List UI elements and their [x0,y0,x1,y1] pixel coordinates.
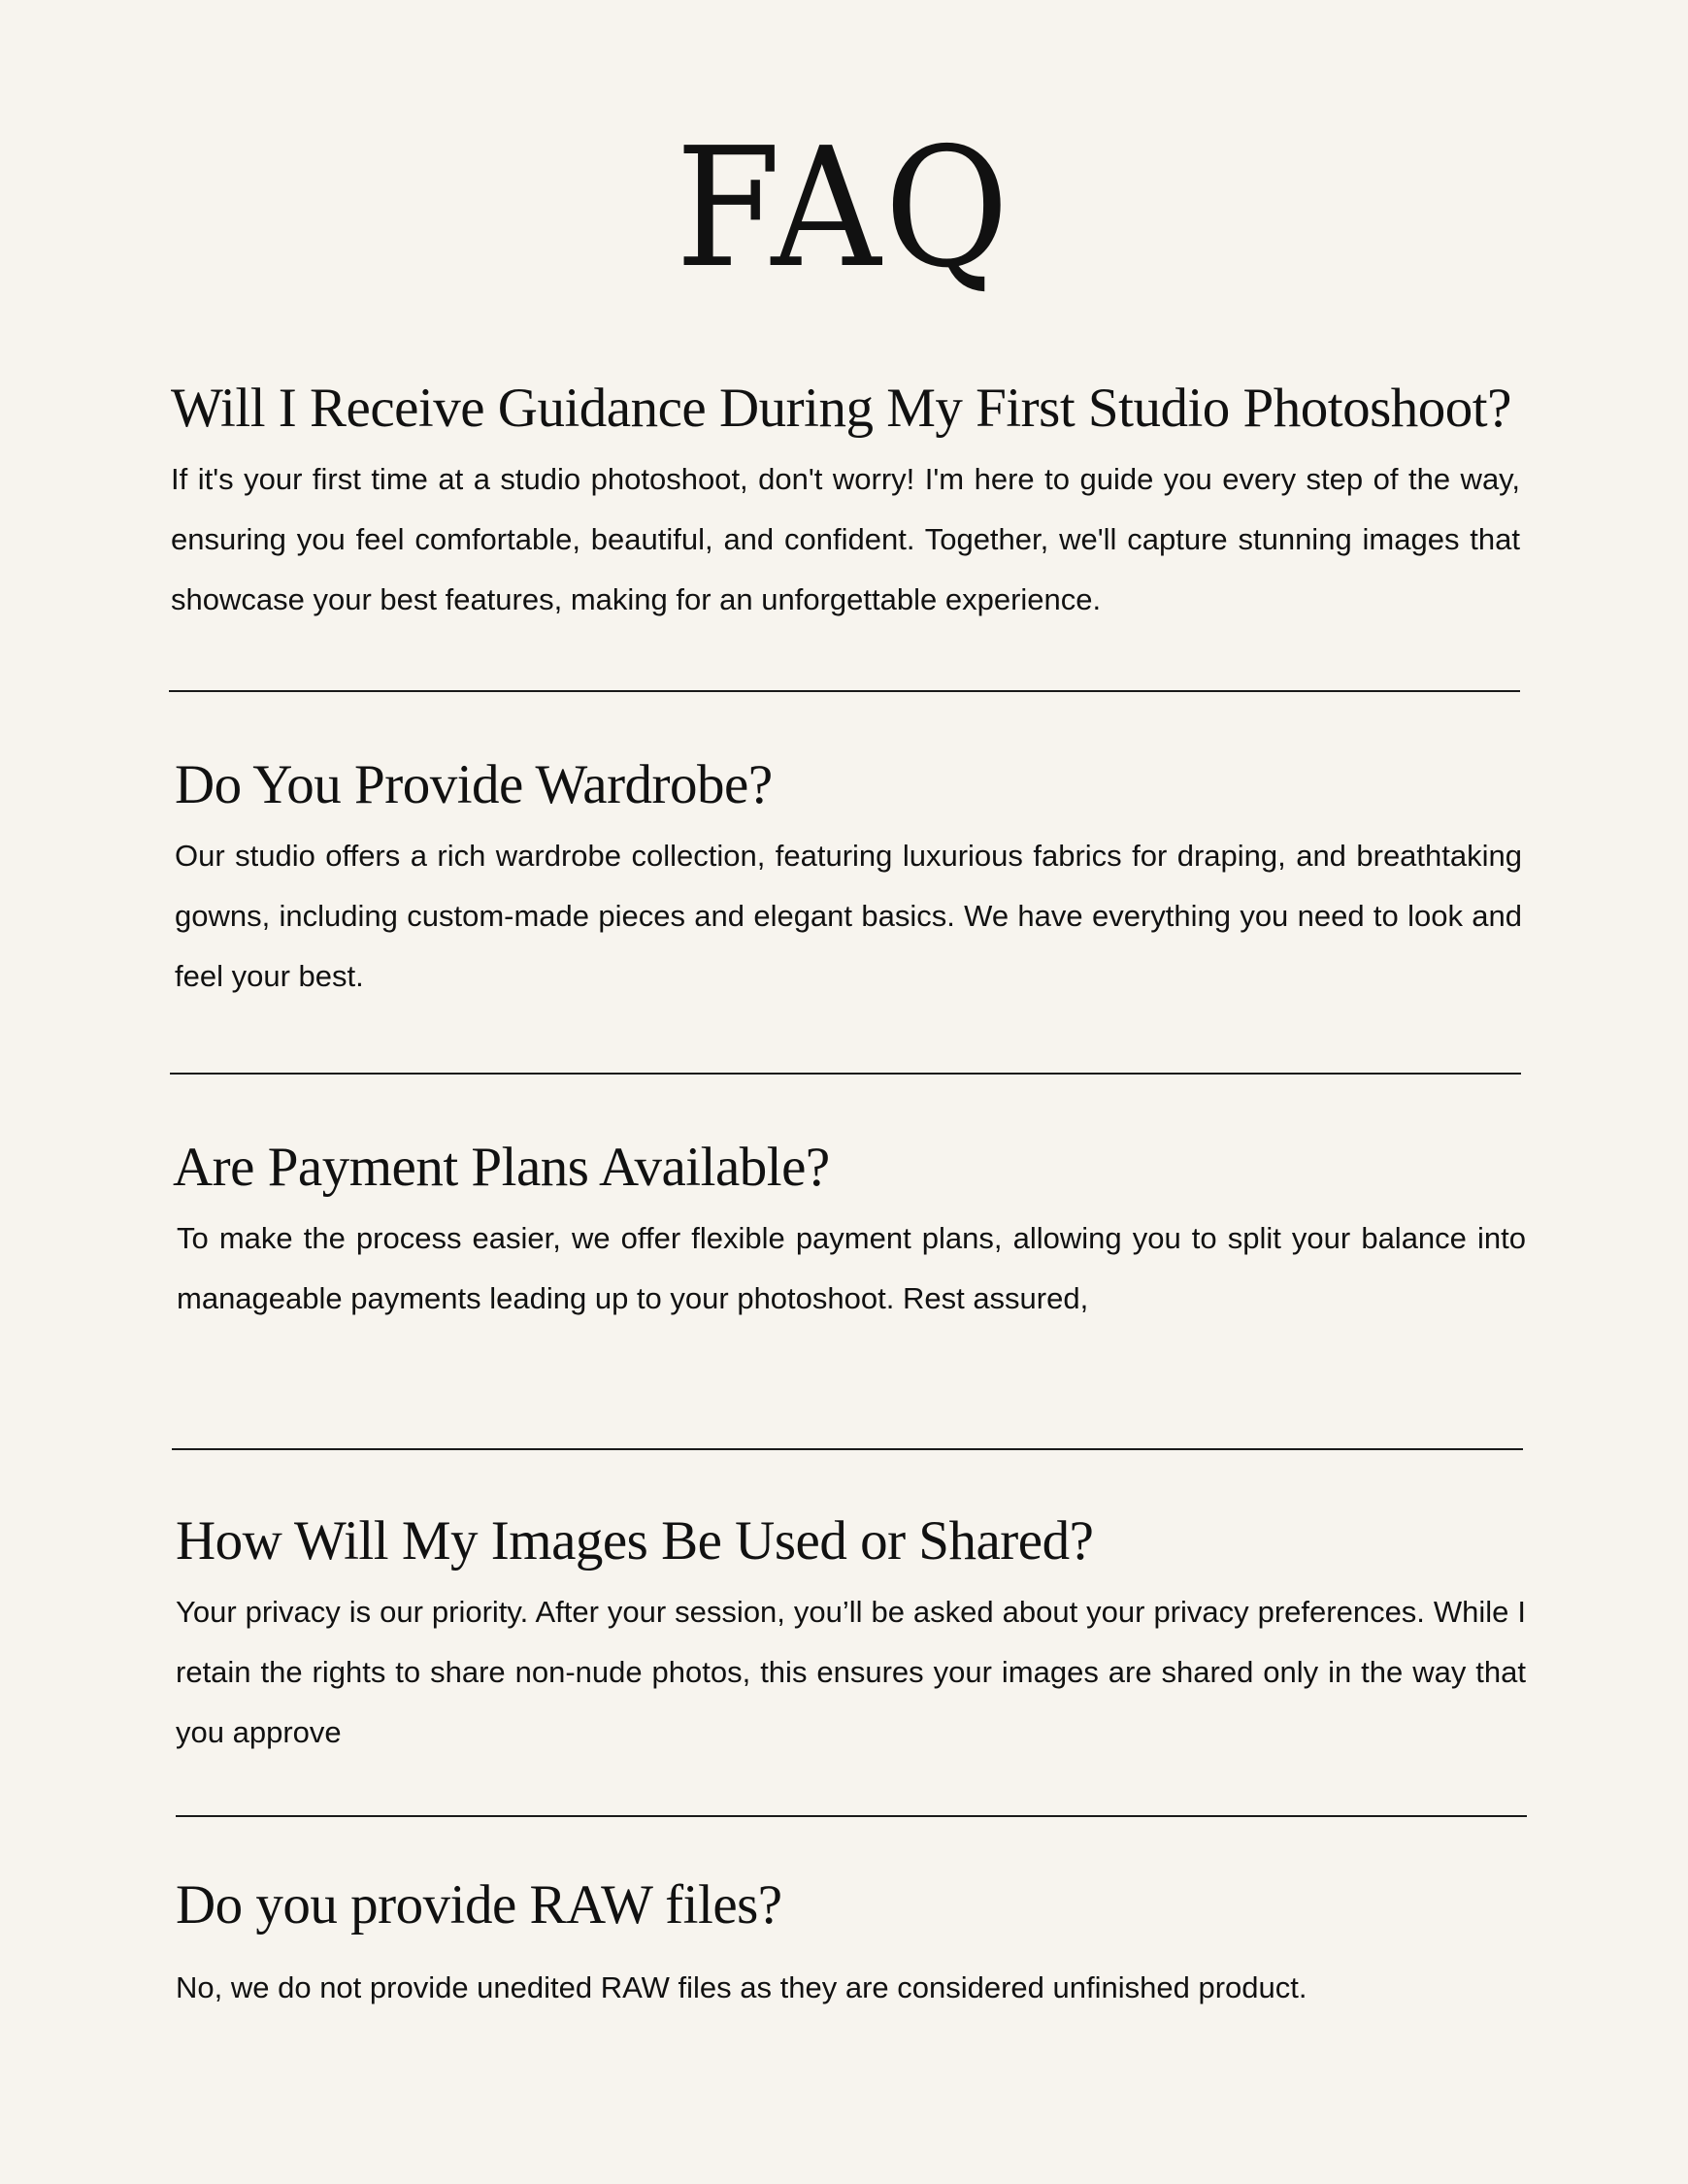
faq-question: Will I Receive Guidance During My First Studio Photoshoot? [171,378,1511,439]
divider [172,1448,1523,1450]
faq-item-raw-files [176,1875,1526,2018]
faq-question: How Will My Images Be Used or Shared? [176,1510,1094,1572]
divider [170,1073,1521,1075]
page-title: FAQ [675,113,1013,305]
faq-item-payment-plans [173,1138,1526,1329]
faq-answer: Your privacy is our priority. After your session, you’ll be asked about your privacy preferences. While I retain the rights to share non-nude photos, this ensures your images are shared only in the way that you approve [176,1594,1526,1749]
faq-item-guidance [171,379,1520,630]
faq-answer: No, we do not provide unedited RAW files as they are considered unfinished product. [176,1969,1307,2004]
faq-answer: To make the process easier, we offer flexible payment plans, allowing you to split your balance into manageable payments leading up to your photoshoot. Rest assured, [177,1220,1526,1315]
faq-question: Do You Provide Wardrobe? [175,754,773,815]
faq-item-wardrobe [175,755,1522,1007]
faq-answer: Our studio offers a rich wardrobe collection, featuring luxurious fabrics for draping, and breathtaking gowns, including custom-made pieces and elegant basics. We have everything you need to look and feel your best. [175,838,1522,993]
divider [176,1815,1527,1817]
faq-question: Do you provide RAW files? [176,1874,782,1936]
divider [169,690,1520,692]
faq-question: Are Payment Plans Available? [173,1137,830,1198]
faq-item-image-usage [176,1511,1526,1763]
faq-answer: If it's your first time at a studio photoshoot, don't worry! I'm here to guide you every step of the way, ensuring you feel comfortable, beautiful, and confident. Together, we'll capture stunning images that showcase your best features, making for an unforgettable experience. [171,461,1520,616]
